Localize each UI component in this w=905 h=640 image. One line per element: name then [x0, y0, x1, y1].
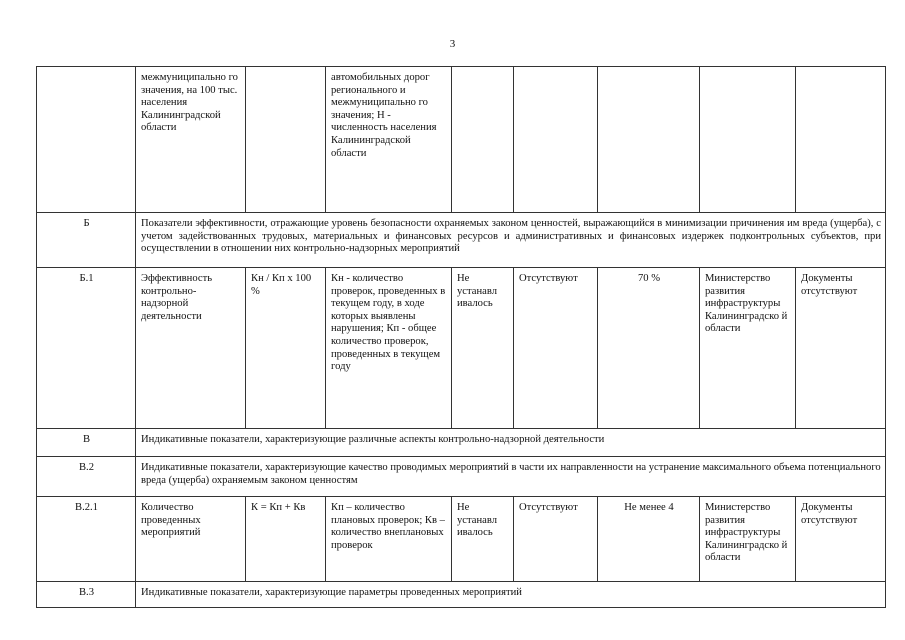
table-row-v21	[37, 497, 886, 582]
cell-section-text: Индикативные показатели, характеризующие качество проводимых мероприятий в части их направленности на устранение максимального объема потенциального вреда (ущерба) охраняемым законом ценностям	[136, 457, 886, 497]
cell-indicator-name: Эффективность контрольно-надзорной деятельности	[136, 268, 246, 429]
cell-code: В	[37, 429, 136, 457]
cell-indicator-name: Количество проведенных мероприятий	[136, 497, 246, 582]
cell-description: Кп – количество плановых проверок; Кв – количество внеплановых проверок	[326, 497, 452, 582]
cell-responsible	[700, 67, 796, 213]
cell-documents: Документы отсутствуют	[796, 497, 886, 582]
cell-responsible: Министерство развития инфраструктуры Калининградско й области	[700, 268, 796, 429]
cell-description: Кн - количество проверок, проведенных в текущем году, в ходе которых выявлены нарушения; Кп - общее количество проверок, проведенных в текущем году	[326, 268, 452, 429]
cell-base-value: Не устанавл ивалось	[452, 497, 514, 582]
cell-base-value: Не устанавл ивалось	[452, 268, 514, 429]
indicators-table	[36, 66, 886, 608]
cell-section-text: Показатели эффективности, отражающие уровень безопасности охраняемых законом ценностей, выражающийся в минимизации причинения им вреда (ущерба), с учетом задействованных трудовых, материальных и финансовых ресурсов и административных и финансовых издержек подконтрольных субъектов, при осуществлении в отношении них контрольно-надзорных мероприятий	[136, 213, 886, 268]
table-row-section-v3	[37, 582, 886, 608]
table-row-section-v2	[37, 457, 886, 497]
table-row-section-b	[37, 213, 886, 268]
cell-fact-value	[514, 67, 598, 213]
cell-formula: К = Кп + Кв	[246, 497, 326, 582]
cell-code: Б	[37, 213, 136, 268]
cell-base-value	[452, 67, 514, 213]
cell-fact-value: Отсутствуют	[514, 268, 598, 429]
cell-section-text: Индикативные показатели, характеризующие различные аспекты контрольно-надзорной деятельности	[136, 429, 886, 457]
cell-section-text: Индикативные показатели, характеризующие параметры проведенных мероприятий	[136, 582, 886, 608]
table-row-continuation	[37, 67, 886, 213]
cell-code: В.2	[37, 457, 136, 497]
page-number: 3	[449, 38, 456, 50]
cell-code: В.2.1	[37, 497, 136, 582]
cell-description: автомобильных дорог регионального и межмуниципально го значения; Н - численность населения Калининградской области	[326, 67, 452, 213]
table-row-section-v	[37, 429, 886, 457]
cell-code	[37, 67, 136, 213]
cell-responsible: Министерство развития инфраструктуры Калининградско й области	[700, 497, 796, 582]
cell-target-value: 70 %	[598, 268, 700, 429]
cell-target-value	[598, 67, 700, 213]
cell-documents	[796, 67, 886, 213]
cell-indicator-name: межмуниципально го значения, на 100 тыс. населения Калининградской области	[136, 67, 246, 213]
cell-code: Б.1	[37, 268, 136, 429]
cell-code: В.3	[37, 582, 136, 608]
cell-formula	[246, 67, 326, 213]
cell-target-value: Не менее 4	[598, 497, 700, 582]
cell-formula: Кн / Кп х 100 %	[246, 268, 326, 429]
cell-fact-value: Отсутствуют	[514, 497, 598, 582]
table-row-b1	[37, 268, 886, 429]
cell-documents: Документы отсутствуют	[796, 268, 886, 429]
